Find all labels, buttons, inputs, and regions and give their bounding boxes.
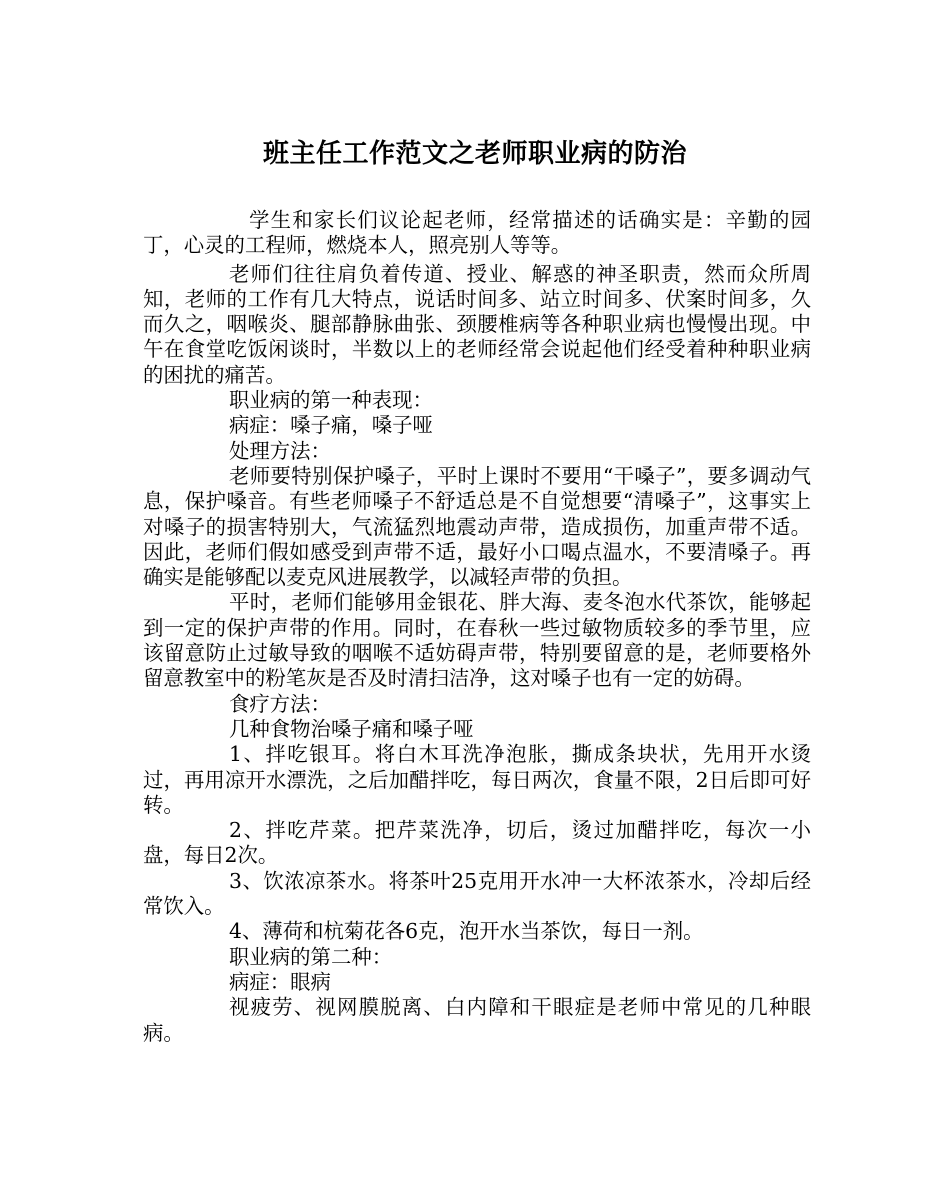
paragraph-intro: 学生和家长们议论起老师，经常描述的话确实是：辛勤的园丁，心灵的工程师，燃烧本人，照亮别人等等。 xyxy=(143,208,811,258)
remedy-item-2: 2、拌吃芹菜。把芹菜洗净，切后，烫过加醋拌吃，每次一小盘，每日2次。 xyxy=(143,818,811,868)
paragraph-teacher-duties: 老师们往往肩负着传道、授业、解惑的神圣职责，然而众所周知，老师的工作有几大特点，说话时间多、站立时间多、伏案时间多，久而久之，咽喉炎、腿部静脉曲张、颈腰椎病等各种职业病也慢慢出现。中午在食堂吃饭闲谈时，半数以上的老师经常会说起他们经受着种种职业病的困扰的痛苦。 xyxy=(143,261,811,387)
remedy-item-4: 4、薄荷和杭菊花各6克，泡开水当茶饮，每日一剂。 xyxy=(229,919,704,944)
document-body xyxy=(143,208,811,1046)
remedy-item-1: 1、拌吃银耳。将白木耳洗净泡胀，撕成条块状，先用开水烫过，再用凉开水漂洗，之后加醋拌吃，每日两次，食量不限，2日后即可好转。 xyxy=(143,742,811,817)
heading-diet-therapy: 食疗方法： xyxy=(229,691,331,716)
remedy-item-3: 3、饮浓凉茶水。将茶叶25克用开水冲一大杯浓茶水，冷却后经常饮入。 xyxy=(143,868,811,919)
paragraph-protect-voice: 老师要特别保护嗓子，平时上课时不要用“干嗓子”，要多调动气息，保护嗓音。有些老师嗓子不舒适总是不自觉想要“清嗓子”，这事实上对嗓子的损害特别大，气流猛烈地震动声带，造成损伤，加重声带不适。因此，老师们假如感受到声带不适，最好小口喝点温水，不要清嗓子。再确实是能够配以麦克风进展教学，以减轻声带的负担。 xyxy=(143,463,811,590)
document-title: 班主任工作范文之老师职业病的防治 xyxy=(262,139,687,169)
heading-first-disease: 职业病的第一种表现： xyxy=(229,388,433,413)
symptom-eye: 病症：眼病 xyxy=(229,969,331,994)
heading-second-disease: 职业病的第二种： xyxy=(229,944,393,969)
paragraph-daily-care: 平时，老师们能够用金银花、胖大海、麦冬泡水代茶饮，能够起到一定的保护声带的作用。同时，在春秋一些过敏物质较多的季节里，应该留意防止过敏导致的咽喉不适妨碍声带，特别要留意的是，老师要格外留意教室中的粉笔灰是否及时清扫洁净，这对嗓子也有一定的妨碍。 xyxy=(143,590,811,691)
subheading-foods: 几种食物治嗓子痛和嗓子哑 xyxy=(229,716,474,741)
symptom-throat: 病症：嗓子痛，嗓子哑 xyxy=(229,413,433,438)
paragraph-eye-diseases: 视疲劳、视网膜脱离、白内障和干眼症是老师中常见的几种眼病。 xyxy=(143,995,811,1045)
heading-treatment: 处理方法： xyxy=(229,438,331,463)
